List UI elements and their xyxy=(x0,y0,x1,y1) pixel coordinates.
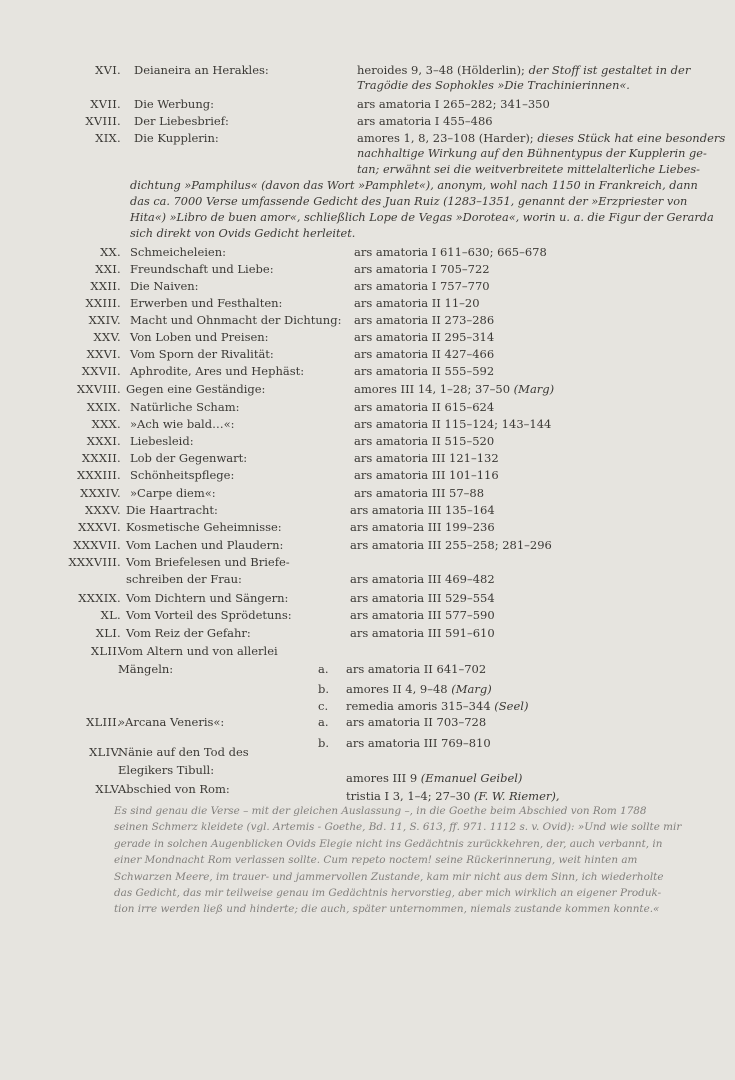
entry-title: Mängeln: xyxy=(118,662,174,676)
entry-number: XXVIII. xyxy=(76,382,121,396)
entry-source-note: (Marg) xyxy=(510,382,555,396)
entry-letter: a. xyxy=(318,662,329,676)
entry-row xyxy=(0,681,735,697)
entry-number: XXXIII. xyxy=(77,468,121,482)
note-line: Hita«) »Libro de buen amor«, schließlich Lope de Vegas »Dorotea«, worin u. a. die Figur der Gerarda xyxy=(130,210,714,224)
entry-row xyxy=(0,113,735,129)
entry-title: »Carpe diem«: xyxy=(130,486,216,500)
entry-row xyxy=(0,130,735,146)
entry-source: ars amatoria II 11–20 xyxy=(354,296,480,310)
entry-title: »Arcana Veneris«: xyxy=(118,715,225,729)
entry-source: ars amatoria II 703–728 xyxy=(346,715,487,729)
entry-number: XXX. xyxy=(91,417,121,431)
entry-row xyxy=(0,661,735,677)
entry-source: tristia I 3, 1–4; 27–30 xyxy=(346,789,471,803)
entry-row xyxy=(0,744,735,760)
entry-row xyxy=(0,519,735,535)
entry-row xyxy=(0,416,735,432)
entry-row xyxy=(0,698,735,714)
entry-title: Vom Dichtern und Sängern: xyxy=(126,591,289,605)
entry-source: ars amatoria III 591–610 xyxy=(350,626,495,640)
entry-number: XLIII. xyxy=(86,715,121,729)
entry-source: ars amatoria II 555–592 xyxy=(354,364,495,378)
entry-source-note: der Stoff ist gestaltet in der xyxy=(524,63,691,77)
entry-row xyxy=(0,714,735,730)
entry-row xyxy=(0,485,735,501)
entry-number: XX. xyxy=(100,245,121,259)
entry-number: XL. xyxy=(100,608,121,622)
entry-row xyxy=(0,312,735,328)
entry-number: XLII. xyxy=(90,644,121,658)
entry-row xyxy=(0,607,735,623)
entry-title: Schönheitspflege: xyxy=(130,468,235,482)
entry-title: Erwerben und Festhalten: xyxy=(130,296,283,310)
entry-source: heroides 9, 3–48 (Hölderlin); xyxy=(357,63,525,77)
entry-row xyxy=(0,537,735,553)
entry-number: XVII. xyxy=(90,97,121,111)
entry-title: Freundschaft und Liebe: xyxy=(130,262,274,276)
entry-number: XXXII. xyxy=(81,451,121,465)
entry-source: ars amatoria II 115–124; 143–144 xyxy=(354,417,552,431)
entry-source-note: (Seel) xyxy=(490,699,529,713)
note-line: tion irre werden ließ und hinderte; die auch, später unternommen, niemals zustande kommen konnte.« xyxy=(114,903,660,916)
entry-title: Die Werbung: xyxy=(134,97,214,111)
entry-source: ars amatoria I 611–630; 665–678 xyxy=(354,245,547,259)
entry-row xyxy=(0,571,735,587)
entry-row xyxy=(0,554,735,570)
entry-source-note: (Emanuel Geibel) xyxy=(417,771,523,785)
entry-source: ars amatoria III 255–258; 281–296 xyxy=(350,538,552,552)
entry-number: XLV. xyxy=(95,782,121,796)
entry-row xyxy=(0,96,735,112)
note-line: das ca. 7000 Verse umfassende Gedicht des Juan Ruiz (1283–1351, genannt der »Erzpriester von xyxy=(130,194,688,208)
entry-number: XXXIV. xyxy=(80,486,121,500)
entry-title: Die Kupplerin: xyxy=(134,131,219,145)
entry-title: Macht und Ohnmacht der Dichtung: xyxy=(130,313,342,327)
entry-number: XLIV. xyxy=(89,745,121,759)
note-line: sich direkt von Ovids Gedicht herleitet. xyxy=(130,226,356,240)
note-line: Schwarzen Meere, im trauer- und jammervollen Zustande, kam mir nicht aus dem Sinn, ich wiederholte xyxy=(114,870,664,883)
entry-row xyxy=(0,244,735,260)
entry-row xyxy=(0,467,735,483)
note-xix-a xyxy=(357,146,707,178)
note-line: das Gedicht, das mir teilweise genau im Gedächtnis hervorstieg, aber mich wirklich an eigener Produk- xyxy=(114,887,662,900)
entry-source: ars amatoria III 57–88 xyxy=(354,486,485,500)
entry-source: ars amatoria III 469–482 xyxy=(350,572,495,586)
note-line: seinen Schmerz kleidete (vgl. Artemis - Goethe, Bd. 11, S. 613, ff. 971. 1112 s. v. Ovid): »Und wie sollte mir xyxy=(114,821,682,834)
entry-source: amores III 14, 1–28; 37–50 xyxy=(354,382,511,396)
note-xix-b xyxy=(130,178,714,242)
entry-row xyxy=(0,363,735,379)
entry-number: XXVI. xyxy=(86,347,121,361)
entry-source: ars amatoria II 515–520 xyxy=(354,434,495,448)
entry-source-note: dieses Stück hat eine besonders xyxy=(533,131,726,145)
entry-title: Vom Briefelesen und Briefe- xyxy=(126,555,290,569)
entry-number: XXVII. xyxy=(81,364,121,378)
entry-row xyxy=(0,433,735,449)
entry-row xyxy=(0,762,735,785)
note-line: gerade in solchen Augenblicken Ovids Elegie nicht ins Gedächtnis zurückkehren, der, auch verbannt, in xyxy=(114,837,663,850)
entry-source: ars amatoria III 529–554 xyxy=(350,591,495,605)
entry-number: XXXIX. xyxy=(78,591,121,605)
entry-title: Liebesleid: xyxy=(130,434,194,448)
note-line: tan; erwähnt sei die weitverbreitete mittelalterliche Liebes- xyxy=(357,162,700,176)
entry-number: XVI. xyxy=(95,63,121,77)
entry-source: ars amatoria I 757–770 xyxy=(354,279,490,293)
entry-letter: a. xyxy=(318,715,329,729)
entry-row xyxy=(0,781,735,803)
entry-row xyxy=(0,502,735,518)
entry-number: XXIX. xyxy=(86,400,121,414)
entry-number: XXXVII. xyxy=(73,538,121,552)
note-xvi xyxy=(357,78,630,94)
note-line: nachhaltige Wirkung auf den Bühnentypus der Kupplerin ge- xyxy=(357,147,707,160)
entry-source: amores III 9 xyxy=(346,771,418,785)
entry-title: Vom Vorteil des Sprödetuns: xyxy=(126,608,292,622)
entry-row xyxy=(0,329,735,345)
entry-row xyxy=(0,261,735,277)
note-line: Tragödie des Sophokles »Die Trachinierinnen«. xyxy=(357,79,630,92)
entry-source: ars amatoria I 455–486 xyxy=(357,114,493,128)
entry-source: ars amatoria III 121–132 xyxy=(354,451,499,465)
entry-letter: c. xyxy=(318,699,329,713)
note-line: Es sind genau die Verse – mit der gleichen Auslassung –, in die Goethe beim Abschied von Rom 1788 xyxy=(114,805,647,817)
entry-source: amores 1, 8, 23–108 (Harder); xyxy=(357,131,534,145)
entry-row xyxy=(0,643,735,659)
entry-letter: b. xyxy=(318,682,330,696)
entry-source: ars amatoria II 295–314 xyxy=(354,330,495,344)
entry-number: XXIV. xyxy=(88,313,121,327)
entry-source: ars amatoria III 135–164 xyxy=(350,503,495,517)
entry-number: XXV. xyxy=(93,330,121,344)
entry-row xyxy=(0,625,735,641)
entry-row xyxy=(0,62,735,78)
entry-row xyxy=(0,399,735,415)
entry-number: XLI. xyxy=(95,626,121,640)
entry-title: Vom Lachen und Plaudern: xyxy=(126,538,284,552)
entry-title: Lob der Gegenwart: xyxy=(130,451,248,465)
entry-title: Die Naiven: xyxy=(130,279,199,293)
entry-row xyxy=(0,346,735,362)
entry-title: Kosmetische Geheimnisse: xyxy=(126,520,282,534)
entry-title: Von Loben und Preisen: xyxy=(130,330,269,344)
entry-title: Gegen eine Geständige: xyxy=(126,382,266,396)
entry-number: XXXVI. xyxy=(78,520,121,534)
entry-title: Abschied von Rom: xyxy=(118,782,230,796)
entry-number: XXXI. xyxy=(86,434,121,448)
note-line: dichtung »Pamphilus« (davon das Wort »Pamphlet«), anonym, wohl nach 1150 in Frankreich, dann xyxy=(130,179,698,192)
entry-source: ars amatoria III 101–116 xyxy=(354,468,499,482)
entry-title: Deianeira an Herakles: xyxy=(134,63,269,77)
entry-number: XIX. xyxy=(95,131,121,145)
entry-title: Elegikers Tibull: xyxy=(118,763,215,777)
entry-row xyxy=(0,450,735,466)
entry-source: ars amatoria I 705–722 xyxy=(354,262,490,276)
entry-title: Der Liebesbrief: xyxy=(134,114,229,128)
entry-title: Vom Altern und von allerlei xyxy=(118,644,278,658)
note-xlv xyxy=(114,803,681,918)
entry-source: ars amatoria III 769–810 xyxy=(346,736,491,750)
entry-row xyxy=(0,295,735,311)
entry-source: ars amatoria II 273–286 xyxy=(354,313,495,327)
entry-source: ars amatoria III 199–236 xyxy=(350,520,495,534)
entry-source: ars amatoria III 577–590 xyxy=(350,608,495,622)
note-line: einer Mondnacht Rom verlassen sollte. Cum repeto noctem! seine Rückerinnerung, weit hinten am xyxy=(114,854,638,867)
entry-number: XVIII. xyxy=(85,114,121,128)
entry-source: amores II 4, 9–48 xyxy=(346,682,448,696)
entry-row xyxy=(0,381,735,397)
entry-number: XXIII. xyxy=(85,296,121,310)
entry-number: XXII. xyxy=(90,279,121,293)
entry-title: Nänie auf den Tod des xyxy=(118,745,249,759)
entry-source: ars amatoria I 265–282; 341–350 xyxy=(357,97,550,111)
entry-title: schreiben der Frau: xyxy=(126,572,242,586)
entry-title: Natürliche Scham: xyxy=(130,400,240,414)
entry-title: »Ach wie bald…«: xyxy=(130,417,235,431)
entry-source: ars amatoria II 641–702 xyxy=(346,662,487,676)
entry-source: remedia amoris 315–344 xyxy=(346,699,491,713)
entry-source: ars amatoria II 615–624 xyxy=(354,400,495,414)
entry-row xyxy=(0,278,735,294)
entry-title: Die Haartracht: xyxy=(126,503,218,517)
entry-title: Vom Reiz der Gefahr: xyxy=(126,626,251,640)
entry-title: Aphrodite, Ares und Hephäst: xyxy=(130,364,305,378)
entry-number: XXI. xyxy=(95,262,121,276)
entry-number: XXXV. xyxy=(84,503,121,517)
entry-row xyxy=(0,590,735,606)
entry-title: Vom Sporn der Rivalität: xyxy=(130,347,274,361)
entry-source: ars amatoria II 427–466 xyxy=(354,347,495,361)
entry-source-note: (F. W. Riemer), xyxy=(470,789,560,803)
entry-title: Schmeicheleien: xyxy=(130,245,227,259)
entry-number: XXXVIII. xyxy=(68,555,121,569)
entry-letter: b. xyxy=(318,736,330,750)
entry-source-note: (Marg) xyxy=(447,682,492,696)
